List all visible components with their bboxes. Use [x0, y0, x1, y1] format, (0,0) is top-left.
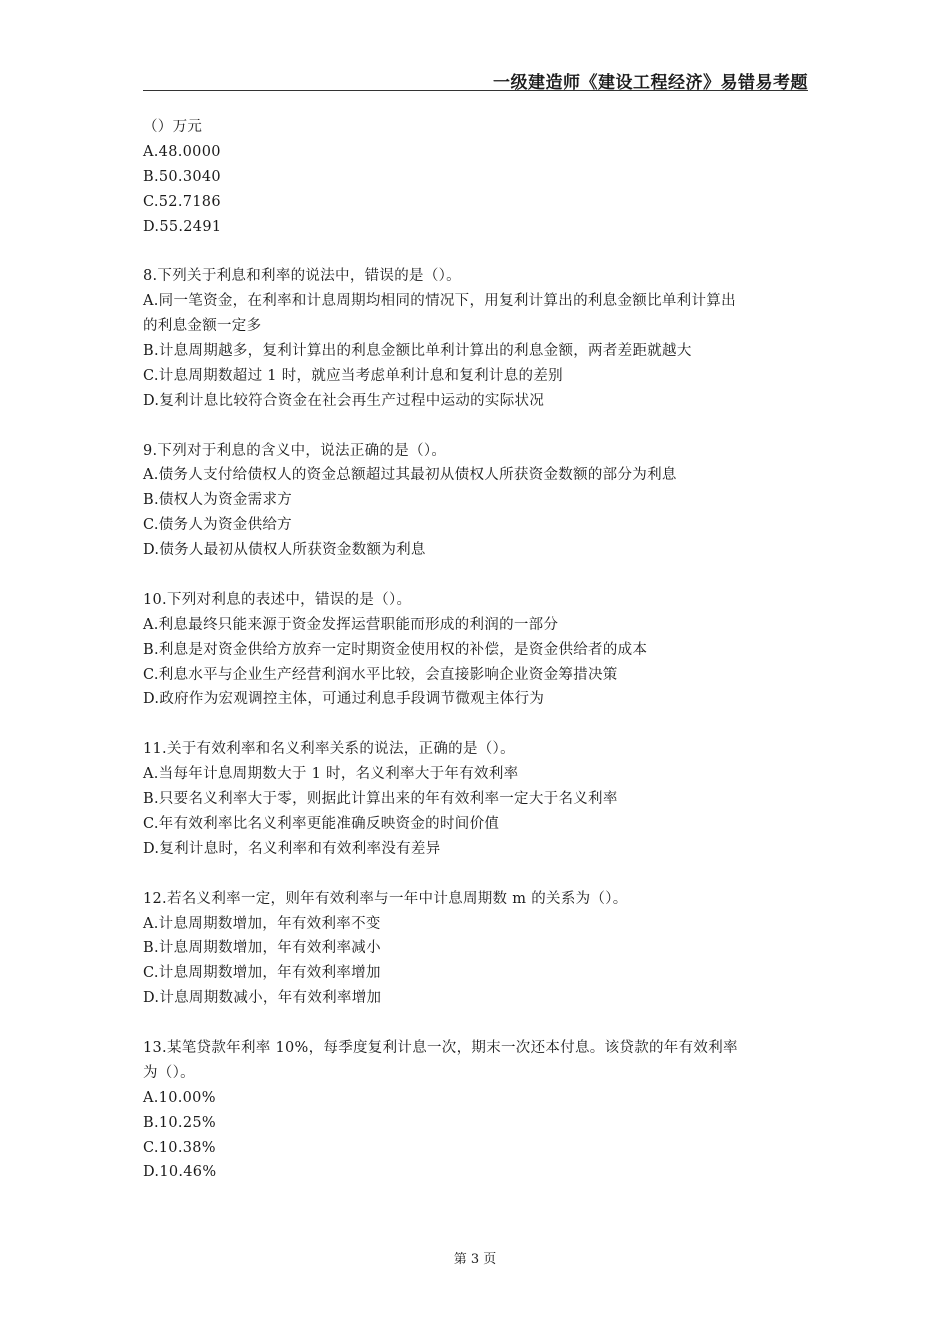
- option-a: A.10.00%: [143, 1089, 216, 1106]
- option-a: A.48.0000: [143, 143, 221, 160]
- option-a: A.同一笔资金，在利率和计息周期均相同的情况下，用复利计算出的利息金额比单利计算出: [143, 293, 736, 310]
- option-d: D.债务人最初从债权人所获资金数额为利息: [143, 542, 426, 559]
- page-footer: [0, 1248, 950, 1267]
- option-d: D.复利计息时，名义利率和有效利率没有差异: [143, 840, 441, 857]
- option-c: C.计息周期数增加，年有效利率增加: [143, 965, 381, 982]
- question-stem-tail: （）万元: [143, 119, 203, 135]
- option-a: A.债务人支付给债权人的资金总额超过其最初从债权人所获资金数额的部分为利息: [143, 467, 677, 484]
- question-stem: 12.若名义利率一定，则年有效利率与一年中计息周期数 m 的关系为（）。: [143, 890, 628, 907]
- option-d: D.复利计息比较符合资金在社会再生产过程中运动的实际状况: [143, 392, 545, 409]
- option-c: C.利息水平与企业生产经营利润水平比较，会直接影响企业资金筹措决策: [143, 666, 618, 683]
- question-10: [143, 588, 808, 712]
- option-b: B.只要名义利率大于零，则据此计算出来的年有效利率一定大于名义利率: [143, 791, 618, 808]
- option-a-continued: 的利息金额一定多: [143, 318, 262, 335]
- question-stem: 10.下列对利息的表述中，错误的是（）。: [143, 591, 412, 608]
- option-b: B.计息周期越多，复利计算出的利息金额比单利计算出的利息金额，两者差距就越大: [143, 343, 692, 360]
- option-c: C.债务人为资金供给方: [143, 517, 292, 534]
- question-8: [143, 264, 808, 413]
- spacer: [143, 414, 808, 439]
- spacer: [143, 239, 808, 264]
- option-b: B.50.3040: [143, 168, 221, 185]
- document-title: 一级建造师《建设工程经济》易错易考题: [493, 73, 808, 93]
- option-d: D.55.2491: [143, 218, 222, 235]
- option-b: B.债权人为资金需求方: [143, 492, 293, 509]
- question-13: [143, 1036, 808, 1185]
- option-a: A.当每年计息周期数大于 1 时，名义利率大于年有效利率: [143, 766, 519, 783]
- question-stem: 11.关于有效利率和名义利率关系的说法，正确的是（）。: [143, 741, 515, 758]
- question-stem: 8.下列关于利息和利率的说法中，错误的是（）。: [143, 268, 461, 285]
- spacer: [143, 862, 808, 887]
- question-11: [143, 737, 808, 861]
- option-b: B.利息是对资金供给方放弃一定时期资金使用权的补偿，是资金供给者的成本: [143, 641, 648, 658]
- option-b: B.计息周期数增加，年有效利率减小: [143, 940, 381, 957]
- spacer: [143, 1011, 808, 1036]
- page-content: [143, 115, 808, 1185]
- option-d: D.计息周期数减小，年有效利率增加: [143, 990, 382, 1007]
- option-c: C.10.38%: [143, 1139, 216, 1156]
- spacer: [143, 563, 808, 588]
- option-a: A.计息周期数增加，年有效利率不变: [143, 915, 381, 932]
- question-12: [143, 887, 808, 1011]
- question-stem: 13.某笔贷款年利率 10%，每季度复利计息一次，期末一次还本付息。该贷款的年有效利率: [143, 1039, 738, 1056]
- question-continuation: [143, 115, 808, 239]
- question-9: [143, 439, 808, 563]
- option-b: B.10.25%: [143, 1114, 216, 1131]
- page-number: 第 3 页: [453, 1252, 497, 1267]
- option-d: D.10.46%: [143, 1164, 217, 1181]
- option-c: C.52.7186: [143, 193, 221, 210]
- page-header: [143, 62, 808, 91]
- question-stem: 9.下列对于利息的含义中，说法正确的是（）。: [143, 442, 447, 459]
- question-stem-continued: 为（）。: [143, 1064, 195, 1081]
- option-c: C.计息周期数超过 1 时，就应当考虑单利计息和复利计息的差别: [143, 367, 563, 384]
- option-a: A.利息最终只能来源于资金发挥运营职能而形成的利润的一部分: [143, 616, 559, 633]
- option-c: C.年有效利率比名义利率更能准确反映资金的时间价值: [143, 815, 500, 832]
- option-d: D.政府作为宏观调控主体，可通过利息手段调节微观主体行为: [143, 691, 545, 708]
- spacer: [143, 712, 808, 737]
